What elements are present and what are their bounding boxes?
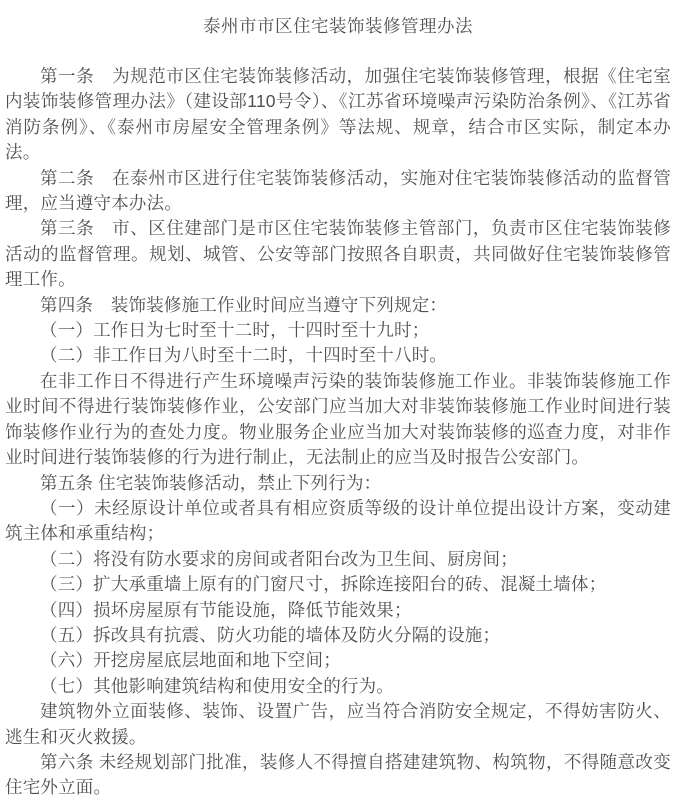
document-paragraph: （二）非工作日为八时至十二时，十四时至十八时。 (40, 345, 448, 366)
document-title: 泰州市市区住宅装饰装修管理办法 (203, 16, 473, 36)
document-paragraph: （一）工作日为七时至十二时，十四时至十九时； (40, 320, 430, 341)
document-paragraph: （四）损坏房屋原有节能设施，降低节能效果； (40, 599, 412, 620)
document-paragraph: 第二条 在泰州市区进行住宅装饰装修活动，实施对住宅装饰装修活动的监督管理，应当遵守本办法。 (5, 167, 671, 214)
document-paragraph: （五）拆改具有抗震、防火功能的墙体及防火分隔的设施； (40, 624, 501, 645)
document-body (5, 64, 671, 801)
document-paragraph: 在非工作日不得进行产生环境噪声污染的装饰装修施工作业。非装饰装修施工作业时间不得进行装饰装修作业，公安部门应当加大对非装饰装修施工作业时间进行装饰装修作业行为的查处力度。物业服务企业应当加大对装饰装修的巡查力度，对非作业时间进行装饰装修的行为进行制止，无法制止的应当及时报告公安部门。 (5, 370, 671, 468)
document-paragraph: （六）开挖房屋底层地面和地下空间； (40, 650, 341, 671)
document-paragraph: 第四条 装饰装修施工作业时间应当遵守下列规定： (40, 294, 448, 315)
document-paragraph: （三）扩大承重墙上原有的门窗尺寸，拆除连接阳台的砖、混凝土墙体； (40, 574, 607, 595)
document-paragraph: 建筑物外立面装修、装饰、设置广告，应当符合消防安全规定，不得妨害防火、逃生和灭火救援。 (5, 701, 671, 747)
document-paragraph: 第一条 为规范市区住宅装饰装修活动，加强住宅装饰装修管理，根据《住宅室内装饰装修管理办法》（建设部110号令）、《江苏省环境噪声污染防治条例》、《江苏省消防条例》、《泰州市房屋安全管理条例》等法规、规章，结合市区实际，制定本办法。 (5, 66, 671, 163)
document-paragraph: （二）将没有防水要求的房间或者阳台改为卫生间、厨房间； (40, 548, 518, 569)
document-paragraph: （七）其他影响建筑结构和使用安全的行为。 (40, 675, 394, 696)
document-paragraph: 第三条 市、区住建部门是市区住宅装饰装修主管部门，负责市区住宅装饰装修活动的监督管理。规划、城管、公安等部门按照各自职责，共同做好住宅装饰装修管理工作。 (5, 218, 671, 290)
document-paragraph: 第五条 住宅装饰装修活动，禁止下列行为： (40, 472, 382, 493)
document-paragraph: 第六条 未经规划部门批准，装修人不得擅自搭建建筑物、构筑物，不得随意改变住宅外立面。 (5, 751, 671, 798)
document-paragraph: （一）未经原设计单位或者具有相应资质等级的设计单位提出设计方案，变动建筑主体和承重结构； (5, 497, 671, 544)
